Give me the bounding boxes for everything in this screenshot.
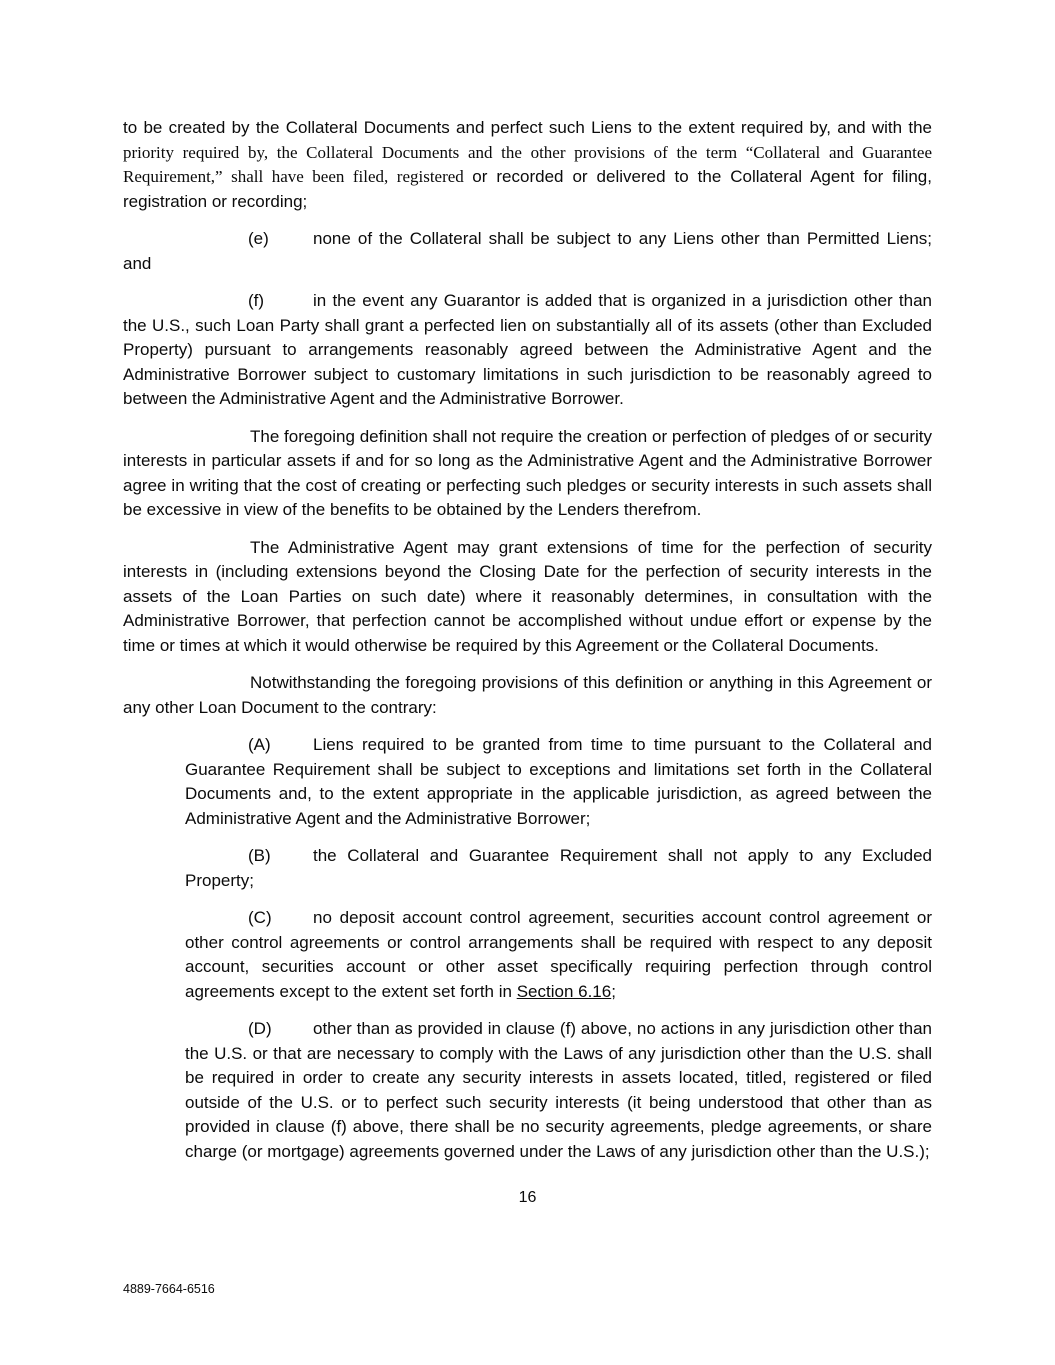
text-run: none of the Collateral shall be subject to any Liens other than Permitted Liens; and	[123, 229, 932, 273]
paragraph-subclause-B	[185, 844, 932, 893]
document-control-number: 4889-7664-6516	[123, 1282, 215, 1296]
clause-label: (e)	[248, 229, 269, 248]
text-run: priority required by, the Collateral Documents and the other provisions of the term “Collateral and Guarantee Requirement,” shall have been filed, registered	[123, 142, 932, 186]
clause-label: (D)	[248, 1019, 272, 1038]
section-reference: Section 6.16	[516, 981, 612, 1001]
text-run: Liens required to be granted from time to time pursuant to the Collateral and Guarantee Requirement shall be subject to exceptions and limitations set forth in the Collateral Documents and, to the extent appropriate in the applicable jurisdiction, as agreed between the Administrative Agent and the Administrative Borrower;	[185, 735, 932, 828]
paragraph-subclause-C	[185, 906, 932, 1004]
paragraph-clause-f	[123, 289, 932, 412]
page-number: 16	[518, 1189, 537, 1206]
paragraph-foregoing-definition	[123, 425, 932, 523]
document-body	[123, 116, 932, 1164]
paragraph-subclause-A	[185, 733, 932, 831]
text-run: ;	[611, 981, 616, 1001]
paragraph-collateral-documents-continuation	[123, 116, 932, 214]
clause-label: (f)	[248, 291, 265, 310]
text-run: the Collateral and Guarantee Requirement shall not apply to any Excluded Property;	[185, 846, 932, 890]
clause-label: (C)	[248, 908, 272, 927]
clause-label: (B)	[248, 846, 271, 865]
paragraph-clause-e	[123, 227, 932, 276]
text-run: The foregoing definition shall not require the creation or perfection of pledges of or security interests in particular assets if and for so long as the Administrative Agent and the Administrative Borrower agree in writing that the cost of creating or perfecting such pledges or security interests in such assets shall be excessive in view of the benefits to be obtained by the Lenders therefrom.	[123, 426, 932, 519]
text-run: or recorded or delivered to the Collateral Agent for filing, registration or recording;	[123, 167, 932, 211]
text-run: Notwithstanding the foregoing provisions of this definition or anything in this Agreement or any other Loan Document to the contrary:	[123, 673, 932, 717]
clause-label: (A)	[248, 735, 271, 754]
text-run: The Administrative Agent may grant extensions of time for the perfection of security interests in (including extensions beyond the Closing Date for the perfection of security interests in the assets of the Loan Parties on such date) where it reasonably determines, in consultation with the Administrative Borrower, that perfection cannot be accomplished without undue effort or expense by the time or times at which it would otherwise be required by this Agreement or the Collateral Documents.	[123, 537, 932, 655]
paragraph-subclause-D	[185, 1017, 932, 1164]
text-run: to be created by the Collateral Documents and perfect such Liens to the extent required by, and with the	[123, 118, 932, 137]
text-run: no deposit account control agreement, securities account control agreement or other control agreements or control arrangements shall be required with respect to any deposit account, securities account or other asset specifically requiring perfection through control agreements except to the extent set forth in	[185, 908, 932, 1001]
text-run: in the event any Guarantor is added that is organized in a jurisdiction other than the U.S., such Loan Party shall grant a perfected lien on substantially all of its assets (other than Excluded Property) pursuant to arrangements reasonably agreed between the Administrative Agent and the Administrative Borrower subject to customary limitations in such jurisdiction to be reasonably agreed to between the Administrative Agent and the Administrative Borrower.	[123, 291, 932, 408]
paragraph-extensions-of-time	[123, 536, 932, 659]
paragraph-notwithstanding	[123, 671, 932, 720]
text-run: other than as provided in clause (f) above, no actions in any jurisdiction other than the U.S. or that are necessary to comply with the Laws of any jurisdiction other than the U.S. shall be required in order to create any security interests in assets located, titled, registered or filed outside of the U.S. or to perfect such security interests (it being understood that other than as provided in clause (f) above, there shall be no security agreements, pledge agreements, or share charge (or mortgage) agreements governed under the Laws of any jurisdiction other than the U.S.);	[185, 1019, 932, 1161]
